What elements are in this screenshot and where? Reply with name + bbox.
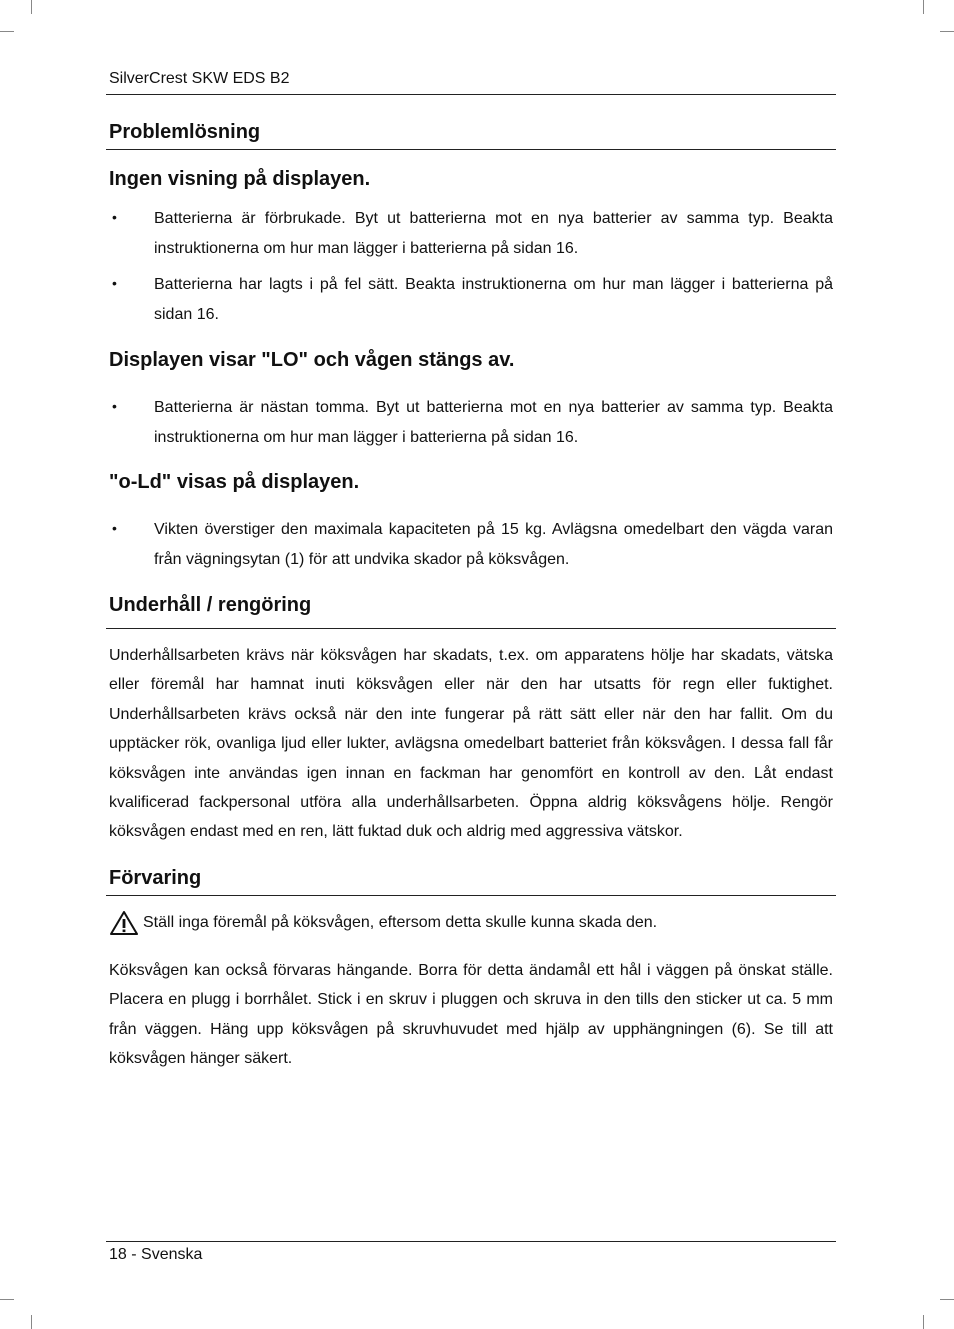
bullet-icon: •	[112, 275, 117, 291]
section-rule	[106, 895, 836, 896]
section-rule	[106, 628, 836, 629]
section-title-troubleshooting: Problemlösning	[109, 121, 261, 143]
bullet-text: Batterierna har lagts i på fel sätt. Beakta instruktionerna om hur man lägger i batterierna på sidan 16.	[154, 276, 833, 323]
section-rule	[106, 149, 836, 150]
header-rule	[106, 94, 836, 95]
bullet-icon: •	[112, 398, 117, 414]
section-title-storage: Förvaring	[109, 867, 202, 889]
storage-warning	[109, 910, 657, 936]
crop-mark	[31, 0, 32, 14]
subsection-title-no-display: Ingen visning på displayen.	[109, 168, 371, 190]
footer-rule	[106, 1241, 836, 1242]
crop-mark	[0, 31, 14, 32]
section-title-maintenance: Underhåll / rengöring	[109, 594, 312, 616]
warning-triangle-icon	[109, 910, 139, 936]
page-footer: 18 - Svenska	[109, 1246, 203, 1263]
bullet-icon: •	[112, 209, 117, 225]
crop-mark	[31, 1315, 32, 1329]
bullet-text: Vikten överstiger den maximala kapaciteten på 15 kg. Avlägsna omedelbart den vägda varan från vägningsytan (1) för att undvika skador på köksvågen.	[154, 521, 833, 568]
running-header: SilverCrest SKW EDS B2	[109, 70, 290, 87]
subsection-title-old-display: "o-Ld" visas på displayen.	[109, 471, 360, 493]
subsection-title-lo-display: Displayen visar "LO" och vågen stängs av.	[109, 349, 515, 371]
bullet-text: Batterierna är förbrukade. Byt ut batterierna mot en nya batterier av samma typ. Beakta instruktionerna om hur man lägger i batterierna på sidan 16.	[154, 210, 833, 257]
crop-mark	[923, 0, 924, 14]
crop-mark	[923, 1315, 924, 1329]
maintenance-paragraph: Underhållsarbeten krävs när köksvågen har skadats, t.ex. om apparatens hölje har skadats, vätska eller föremål har hamnat inuti köksvågen eller när den har utsatts för regn eller fuktighet. Underhållsarbeten krävs också när den inte fungerar på rätt sätt eller när den har fallit. Om du upptäcker rök, ovanliga ljud eller lukter, avlägsna omedelbart batteriet från köksvågen. I dessa fall får köksvågen inte användas igen innan en fackman har genomfört en kontroll av den. Låt endast kvalificerad fackpersonal utföra alla underhållsarbeten. Öppna aldrig köksvågens hölje. Rengör köksvågen endast med en ren, lätt fuktad duk och aldrig med aggressiva vätskor.	[109, 647, 833, 841]
crop-mark	[0, 1299, 14, 1300]
crop-mark	[940, 31, 954, 32]
storage-warning-text: Ställ inga föremål på köksvågen, eftersom detta skulle kunna skada den.	[143, 914, 658, 931]
storage-paragraph: Köksvågen kan också förvaras hängande. Borra för detta ändamål ett hål i väggen på önskat ställe. Placera en plugg i borrhålet. Stick i en skruv i pluggen och skruva in den tills den sticker ut ca. 5 mm från väggen. Häng upp köksvågen på skruvhuvudet med hjälp av upphängningen (6). Se till att köksvågen hänger säkert.	[109, 962, 833, 1068]
crop-mark	[940, 1299, 954, 1300]
bullet-text: Batterierna är nästan tomma. Byt ut batterierna mot en nya batterier av samma typ. Beakta instruktionerna om hur man lägger i batterierna på sidan 16.	[154, 399, 833, 446]
bullet-icon: •	[112, 520, 117, 536]
